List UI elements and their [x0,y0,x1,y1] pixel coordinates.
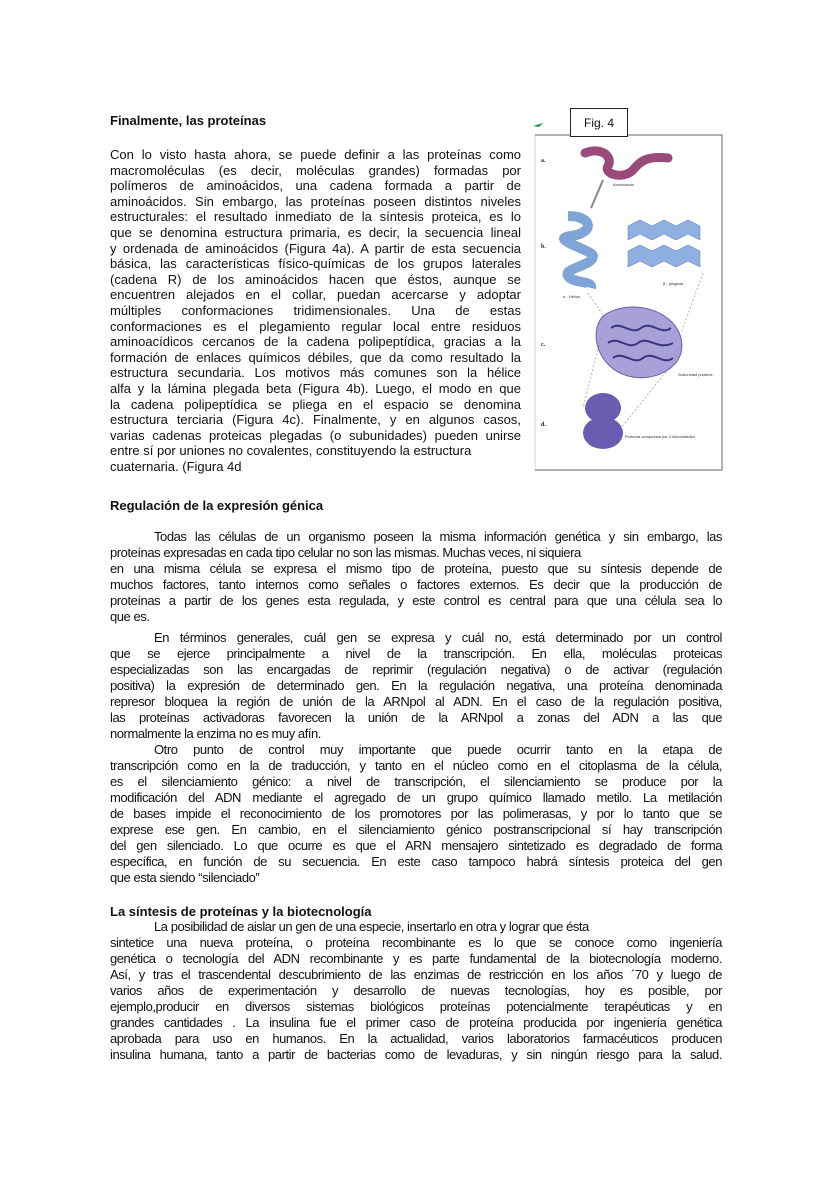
text-line: exprese ese gen. En cambio, en el silenciamiento génico postranscripcional sí hay transcripción [110,822,722,837]
text-line: en una misma célula se expresa el mismo tipo de proteína, puesto que su síntesis depende de [110,561,722,576]
green-mark-icon [533,123,543,127]
text-line: que es. [110,609,150,624]
primary-structure-ribbon [585,151,668,175]
text-line: estructurales: el resultado inmediato de la síntesis proteica, es lo [110,209,521,225]
text-line: (cadena R) de los aminoácidos hacen que éstos, aunque se [110,271,521,287]
figure-letter-c: c. [541,342,546,348]
text-line: normalmente la enzima no es muy afín. [110,726,321,741]
text-line: de bases impide el reconocimiento de los promotores por las polimerasas, y por lo tanto que se [110,806,722,821]
tertiary-structure [596,307,682,378]
text-line: básica, las características físico-químicas de los grupos laterales [110,256,521,272]
text-line: Todas las células de un organismo poseen la misma información genética y sin embargo, las [154,529,722,544]
proteinas-paragraph [110,147,521,474]
text-line: proteínas expresadas en cada tipo celular no son las mismas. Muchas veces, ni siquiera [110,545,581,560]
text-line: En términos generales, cuál gen se expresa y cuál no, está determinado por un control [154,630,722,645]
text-line: del gen silenciado. Lo que ocurre es que el ARN mensajero sintetizado es degradado de forma [110,838,722,853]
text-line: múltiples conformaciones tridimensionales. Una de estas [110,302,521,318]
figure-label: Fig. 4 [570,108,628,137]
beta-sheet [628,220,700,267]
text-line: ejemplo,producir en diversos sistemas biológicos proteínas potencialmente terapéuticas y en [110,999,722,1014]
text-line: entre sí por uniones no covalentes, constituyendo la estructura [110,443,472,459]
protein-structure-figure [533,108,725,473]
text-line: es el silenciamiento génico: a nivel de transcripción, el silenciamiento se produce por la [110,774,722,789]
text-line: la cadena polipeptídica se pliega en el espacio se denomina [110,396,521,412]
text-line: estructura secundaria. Los motivos más comunes son la hélice [110,365,521,381]
regulacion-paragraphs [110,529,722,886]
figure-letter-a: a. [541,158,546,164]
text-line: conformaciones es el plegamiento regular local entre residuos [110,318,521,334]
caption-proteina-compuesta: Proteína compuesta por 4 subunidades [625,434,695,439]
text-line: las proteínas activadoras favorecen la unión de la ARNpol a zonas del ADN a las que [110,710,722,725]
text-line: aminoacídicos cercanos de la cadena polipeptídica, gracias a la [110,334,521,350]
caption-subunidad: Subunidad proteica [678,372,713,377]
section-heading-regulacion: Regulación de la expresión génica [110,498,324,513]
text-line: que esta siendo “silenciado” [110,870,260,885]
biotecnologia-paragraph [110,919,722,1063]
section-heading-biotecnologia: La síntesis de proteínas y la biotecnología [110,904,372,919]
text-line: insulina humana, tanto a partir de bacterias como de levaduras, y sin ningún riesgo para la salud. [110,1047,722,1062]
text-line: que se ejerce principalmente a nivel de la transcripción. En ella, moléculas proteicas [110,646,722,661]
text-line: Otro punto de control muy importante que puede ocurrir tanto en la etapa de [154,742,722,757]
text-line: macromoléculas (es decir, moléculas grandes) formadas por [110,162,521,178]
text-line: varios años de experimentación y desarrollo de nuevas tecnologías, hoy es posible, por [110,983,722,998]
text-line: sintetice una nueva proteína, o proteína recombinante es lo que se conoce como ingeniería [110,935,722,950]
text-line: proteínas a partir de los genes esta regulada, y este control es central para que una célula sea lo [110,593,722,608]
text-line: La posibilidad de aislar un gen de una especie, insertarlo en otra y lograr que ésta [154,919,589,934]
text-line: transcripción como en la de traducción, y tanto en el núcleo como en el citoplasma de la célula, [110,758,722,773]
text-line: modificación del ADN mediante el agregado de un grupo químico llamado metilo. La metilación [110,790,722,805]
figure-letter-b: b. [541,244,546,250]
text-line: represor bloquea la región de unión de la ARNpol al ADN. En el caso de la regulación positiva, [110,694,722,709]
text-line: grandes cantidades . La insulina fue el primer caso de proteína producida por ingeniería genética [110,1015,722,1030]
alpha-helix [564,216,593,288]
figure-letter-d: d. [541,422,546,428]
text-line: positiva) la expresión de determinado gen. En la regulación negativa, una proteína denominada [110,678,722,693]
text-line: formación de enlaces químicos débiles, que da como resultado la [110,349,521,365]
caption-aminoacido: Aminoácido [613,182,634,187]
arrow [591,180,603,208]
text-line: estructura terciaria (Figura 4c). Finalmente, y en algunos casos, [110,412,521,428]
text-line: alfa y la lámina plegada beta (Figura 4b). Luego, el modo en que [110,380,521,396]
text-line: y ordenada de aminoácidos (Figura 4a). A partir de esta secuencia [110,240,521,256]
caption-beta-plegada: β - plegada [663,281,684,286]
caption-alfa-helice: α - Hélice [563,294,580,299]
quaternary-structure [583,393,623,449]
text-line: muchos factores, tanto internos como señales o factores externos. Es decir que la producción de [110,577,722,592]
text-line: especializadas son las encargadas de reprimir (regulación negativa) o de activar (regulación [110,662,722,677]
text-line: aminoácidos. Sin embargo, las proteínas poseen distintos niveles [110,193,521,209]
text-line: varias cadenas proteicas plegadas (o subunidades) pueden unirse [110,427,521,443]
section-heading-proteinas: Finalmente, las proteínas [110,113,267,128]
text-line: encuentren alejados en el collar, puedan acercarse y adoptar [110,287,521,303]
text-line: aprobada para uso en humanos. En la actualidad, varios laboratorios farmacéuticos producen [110,1031,722,1046]
text-line: Con lo visto hasta ahora, se puede definir a las proteínas como [110,147,521,162]
text-line: cuaternaria. (Figura 4d [110,458,242,474]
text-line: genética o tecnología del ADN recombinante y es parte fundamental de la biotecnología moderno. [110,951,722,966]
text-line: que se denomina estructura primaria, es decir, la secuencia lineal [110,224,521,240]
text-line: específica, en función de su secuencia. En este caso tampoco habrá síntesis proteica del gen [110,854,722,869]
text-line: Así, y tras el trascendental descubrimiento de las enzimas de restricción en los años ´70 y luego de [110,967,722,982]
text-line: polímeros de aminoácidos, una cadena formada a partir de [110,178,521,194]
